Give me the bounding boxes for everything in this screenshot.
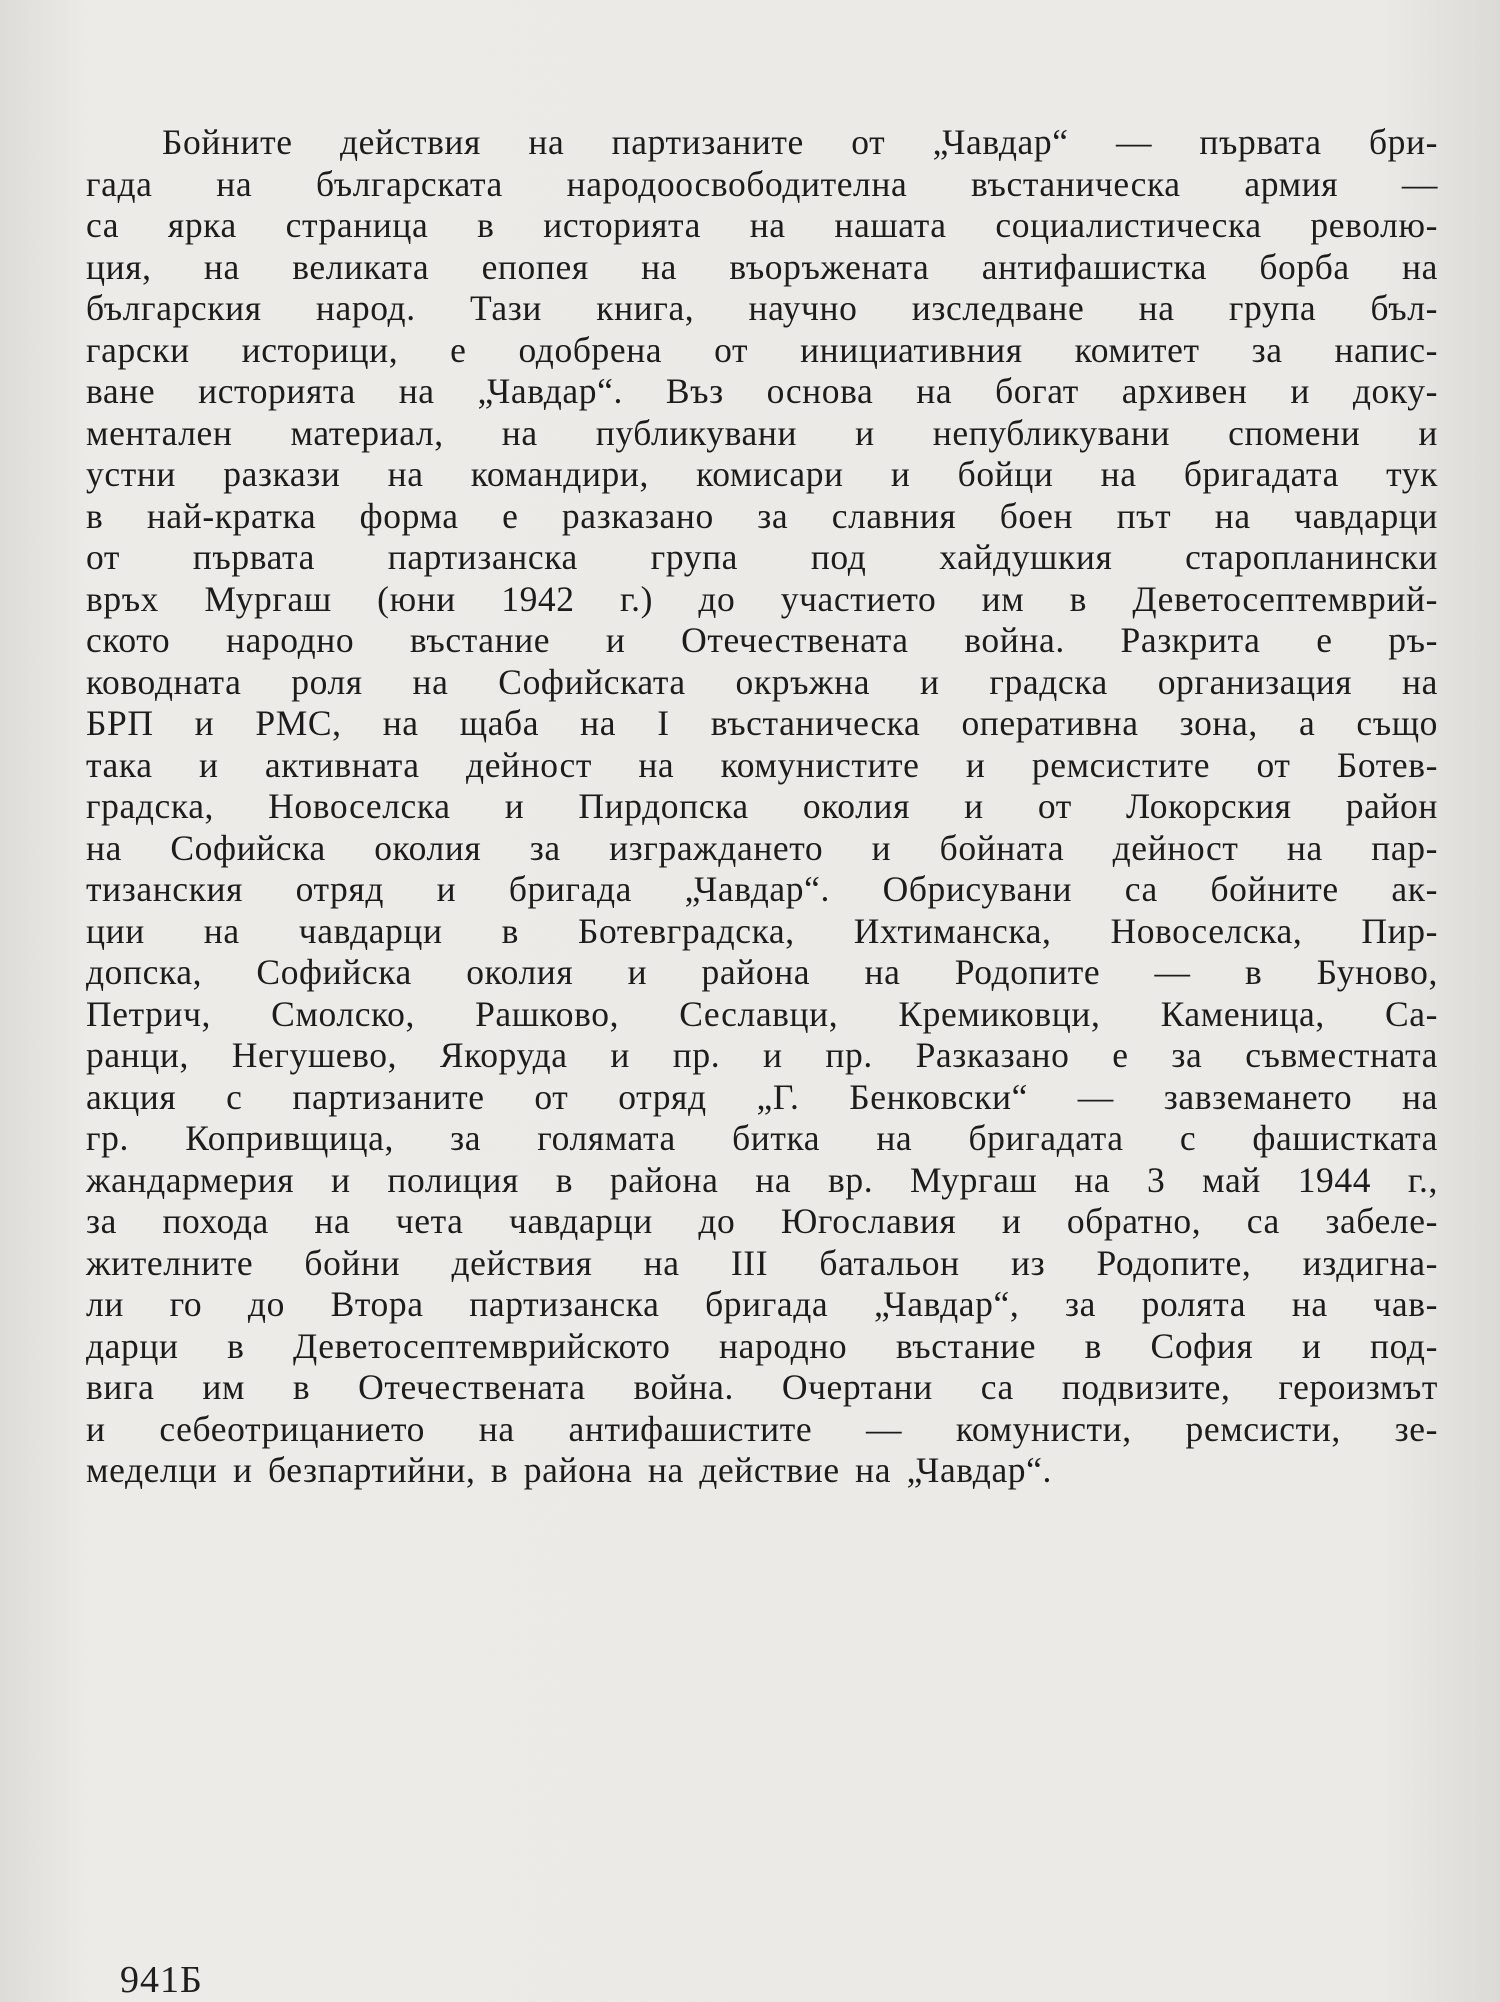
text-line: ване историята на „Чавдар“. Въз основа на богат архивен и доку- [86,371,1438,411]
text-line: акция с партизаните от отряд „Г. Бенковски“ — завземането на [86,1076,1438,1117]
text-line: жителните бойни действия на III батальон из Родопите, издигна- [86,1242,1438,1283]
text-line: ли го до Втора партизанска бригада „Чавдар“, за ролята на чав- [86,1284,1438,1324]
text-line: допска, Софийска околия и района на Родопите — в Буново, [86,952,1438,992]
text-line: българския народ. Тази книга, научно изследване на група бъл- [86,288,1438,328]
text-line: вига им в Отечествената война. Очертани са подвизите, героизмът [86,1367,1438,1407]
text-line: устни разкази на командири, комисари и бойци на бригадата тук [86,454,1438,494]
text-line: Бойните действия на партизаните от „Чавдар“ — първата бри- [162,122,1438,162]
text-line: градска, Новоселска и Пирдопска околия и от Локорския район [86,786,1438,826]
text-line: гада на българската народоосвободителна въстаническа армия — [86,163,1438,204]
text-line: гр. Копривщица, за голямата битка на бригадата с фашистката [86,1118,1438,1158]
text-line: ция, на великата епопея на въоръжената антифашистка борба на [86,246,1438,287]
text-line: гарски историци, е одобрена от инициативния комитет за напис- [86,329,1438,370]
text-line: връх Мургаш (юни 1942 г.) до участието им в Деветосептемврий- [86,578,1438,619]
text-line: и себеотрицанието на антифашистите — комунисти, ремсисти, зе- [86,1408,1438,1449]
text-line: ководната роля на Софийската окръжна и градска организация на [86,661,1438,702]
main-paragraph [86,122,1438,1492]
text-line: дарци в Деветосептемврийското народно въстание в София и под- [86,1325,1438,1366]
text-line: Петрич, Смолско, Рашково, Сеславци, Кремиковци, Каменица, Са- [86,993,1438,1034]
text-line: ментален материал, на публикувани и непубликувани спомени и [86,412,1438,453]
text-line: на Софийска околия за изграждането и бойната дейност на пар- [86,827,1438,868]
text-line: са ярка страница в историята на нашата социалистическа револю- [86,205,1438,245]
text-line: ското народно въстание и Отечествената война. Разкрита е ръ- [86,620,1438,660]
printer-signature-mark: 941Б [120,1959,203,2001]
text-line: ции на чавдарци в Ботевградска, Ихтиманска, Новоселска, Пир- [86,910,1438,951]
text-line: меделци и безпартийни, в района на действие на „Чавдар“. [86,1450,1052,1490]
text-line: така и активната дейност на комунистите и ремсистите от Ботев- [86,744,1438,785]
text-line: жандармерия и полиция в района на вр. Мургаш на 3 май 1944 г., [86,1159,1438,1200]
text-line: тизанския отряд и бригада „Чавдар“. Обрисувани са бойните ак- [86,869,1438,909]
text-line: ранци, Негушево, Якоруда и пр. и пр. Разказано е за съвместната [86,1035,1438,1075]
text-line: в най-кратка форма е разказано за славния боен път на чавдарци [86,495,1438,536]
text-line: за похода на чета чавдарци до Югославия и обратно, са забеле- [86,1201,1438,1241]
text-line: от първата партизанска група под хайдушкия старопланински [86,537,1438,577]
text-line: БРП и РМС, на щаба на I въстаническа оперативна зона, а също [86,703,1438,743]
